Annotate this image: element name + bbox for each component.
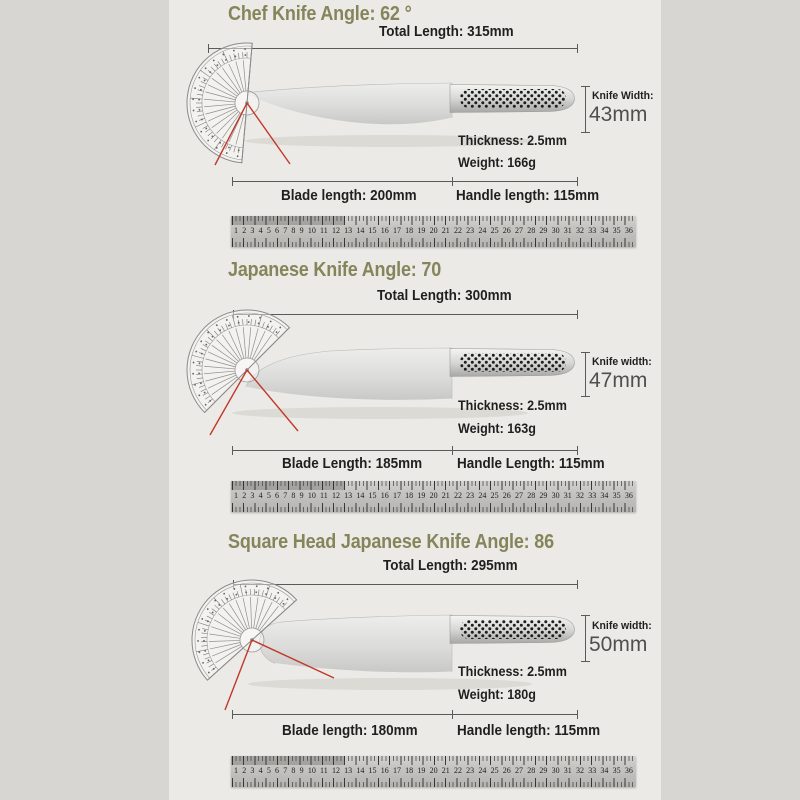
- ruler-number: 1: [234, 491, 238, 500]
- ruler-number: 25: [490, 491, 499, 500]
- thickness-label: Thickness: 2.5mm: [458, 133, 567, 148]
- handle-length-label: Handle length: 115mm: [457, 723, 601, 739]
- ruler-number: 7: [283, 766, 288, 775]
- ruler-number: 20: [429, 491, 438, 500]
- section-title: Square Head Japanese Knife Angle: 86: [228, 531, 554, 553]
- knife-width-value: 50mm: [589, 633, 648, 656]
- weight-label: Weight: 163g: [458, 421, 536, 436]
- ruler-number: 10: [307, 491, 316, 500]
- ruler-number: 5: [266, 226, 271, 235]
- ruler-number: 3: [250, 766, 255, 775]
- ruler-number: 12: [331, 491, 340, 500]
- ruler-number: 25: [490, 226, 499, 235]
- knife-width-line: [585, 615, 586, 662]
- ruler-number: 11: [320, 226, 328, 235]
- background-band-right: [661, 0, 800, 800]
- ruler-number: 28: [527, 226, 536, 235]
- ruler-number: 22: [453, 766, 462, 775]
- ruler-number: 25: [490, 766, 499, 775]
- ruler-number: 4: [258, 226, 263, 235]
- ruler: [231, 216, 636, 247]
- ruler-number: 17: [392, 766, 401, 775]
- section-title: Chef Knife Angle: 62 °: [228, 3, 412, 25]
- knife-width-value: 47mm: [589, 369, 648, 392]
- ruler-number: 36: [624, 226, 633, 235]
- ruler-number: 17: [392, 491, 401, 500]
- ruler-number: 24: [478, 491, 487, 500]
- ruler-number: 23: [466, 226, 475, 235]
- ruler-number: 29: [539, 226, 548, 235]
- ruler-number: 28: [527, 491, 536, 500]
- ruler-number: 31: [563, 226, 572, 235]
- background-band-left: [0, 0, 169, 800]
- ruler-number: 5: [266, 766, 271, 775]
- handle-length-label: Handle Length: 115mm: [457, 456, 605, 472]
- square-head-blade: [260, 615, 453, 673]
- thickness-label: Thickness: 2.5mm: [458, 664, 567, 679]
- ruler-number: 2: [242, 766, 247, 775]
- ruler-number: 5: [266, 491, 271, 500]
- total-length-label: Total Length: 295mm: [383, 558, 518, 574]
- blade-length-label: Blade length: 180mm: [282, 723, 418, 739]
- ruler-number: 17: [392, 226, 401, 235]
- ruler-number: 9: [299, 491, 304, 500]
- ruler-number: 3: [250, 491, 255, 500]
- ruler-number: 26: [502, 766, 511, 775]
- total-length-label: Total Length: 300mm: [377, 288, 512, 304]
- ruler-numbers: [234, 491, 633, 501]
- ruler-number: 13: [344, 766, 353, 775]
- ruler-number: 35: [612, 491, 621, 500]
- ruler-number: 31: [563, 766, 572, 775]
- knife-width-line: [585, 86, 586, 133]
- ruler-number: 6: [275, 491, 280, 500]
- knife-width-line: [585, 352, 586, 397]
- ruler-number: 36: [624, 766, 633, 775]
- ruler-number: 11: [320, 766, 328, 775]
- ruler-number: 16: [380, 766, 389, 775]
- ruler-number: 10: [307, 226, 316, 235]
- ruler-number: 19: [417, 766, 426, 775]
- ruler-number: 13: [344, 226, 353, 235]
- ruler-cm-ticks: [232, 481, 635, 490]
- ruler-number: 9: [299, 226, 304, 235]
- ruler-number: 34: [600, 766, 609, 775]
- blade-handle-divider-tick: [452, 446, 453, 455]
- ruler-number: 34: [600, 491, 609, 500]
- ruler-number: 21: [441, 226, 450, 235]
- ruler-number: 26: [502, 491, 511, 500]
- ruler-number: 23: [466, 766, 475, 775]
- ruler-number: 21: [441, 491, 450, 500]
- ruler-number: 32: [576, 226, 584, 235]
- ruler-number: 32: [576, 491, 584, 500]
- ruler-numbers: [234, 766, 633, 776]
- ruler-number: 2: [242, 226, 247, 235]
- blade-length-label: Blade length: 200mm: [281, 188, 417, 204]
- ruler: [231, 481, 636, 512]
- ruler-cm-ticks: [232, 238, 635, 247]
- ruler-cm-ticks: [232, 778, 635, 787]
- ruler-number: 24: [478, 226, 487, 235]
- ruler-number: 36: [624, 491, 633, 500]
- ruler-number: 15: [368, 491, 377, 500]
- ruler-number: 13: [344, 491, 353, 500]
- handle-dimple-pattern: [460, 620, 566, 639]
- ruler-number: 1: [234, 766, 238, 775]
- ruler-number: 12: [331, 226, 340, 235]
- ruler-number: 6: [275, 226, 280, 235]
- knife-width-label: Knife width:: [592, 356, 652, 368]
- ruler-number: 29: [539, 491, 548, 500]
- ruler-number: 10: [307, 766, 316, 775]
- ruler-number: 33: [588, 226, 597, 235]
- ruler-number: 23: [466, 491, 475, 500]
- section-title: Japanese Knife Angle: 70: [228, 259, 442, 281]
- ruler-number: 27: [514, 766, 523, 775]
- ruler-number: 31: [563, 491, 572, 500]
- ruler-number: 8: [291, 491, 296, 500]
- ruler-number: 33: [588, 766, 597, 775]
- blade-handle-line: [232, 714, 578, 715]
- ruler-number: 15: [368, 766, 377, 775]
- ruler-number: 30: [551, 491, 560, 500]
- ruler-number: 7: [283, 491, 288, 500]
- ruler-number: 35: [612, 766, 621, 775]
- ruler-number: 20: [429, 766, 438, 775]
- ruler-number: 20: [429, 226, 438, 235]
- handle-dimple-pattern: [460, 353, 566, 372]
- total-length-label: Total Length: 315mm: [379, 24, 514, 40]
- ruler-number: 32: [576, 766, 584, 775]
- ruler-cm-ticks: [232, 216, 635, 225]
- knife-width-label: Knife Width:: [592, 90, 654, 102]
- ruler-number: 8: [291, 226, 296, 235]
- knife-width-label: Knife width:: [592, 620, 652, 632]
- ruler-number: 21: [441, 766, 450, 775]
- ruler-number: 12: [331, 766, 340, 775]
- ruler-cm-ticks: [232, 756, 635, 765]
- weight-label: Weight: 180g: [458, 687, 536, 702]
- knife-width-value: 43mm: [589, 103, 648, 126]
- handle-dimple-pattern: [460, 89, 566, 108]
- blade-length-label: Blade Length: 185mm: [282, 456, 423, 472]
- ruler-number: 24: [478, 766, 487, 775]
- ruler-number: 34: [600, 226, 609, 235]
- ruler-number: 30: [551, 226, 560, 235]
- ruler-number: 14: [356, 226, 365, 235]
- protractor-icon: [182, 38, 264, 164]
- ruler-number: 8: [291, 766, 296, 775]
- ruler-number: 7: [283, 226, 288, 235]
- ruler-number: 6: [275, 766, 280, 775]
- blade-handle-divider-tick: [452, 177, 453, 186]
- ruler-number: 14: [356, 766, 365, 775]
- ruler-number: 29: [539, 766, 548, 775]
- ruler-number: 11: [320, 491, 328, 500]
- ruler-number: 9: [299, 766, 304, 775]
- ruler: [231, 756, 636, 787]
- ruler-number: 33: [588, 491, 597, 500]
- ruler-number: 22: [453, 226, 462, 235]
- ruler-number: 14: [356, 491, 365, 500]
- blade-handle-line: [232, 181, 578, 182]
- ruler-number: 18: [405, 766, 414, 775]
- ruler-number: 18: [405, 491, 414, 500]
- handle-length-label: Handle length: 115mm: [456, 188, 600, 204]
- ruler-number: 30: [551, 766, 560, 775]
- ruler-number: 27: [514, 226, 523, 235]
- ruler-number: 22: [453, 491, 462, 500]
- ruler-number: 26: [502, 226, 511, 235]
- ruler-number: 16: [380, 226, 389, 235]
- ruler-number: 16: [380, 491, 389, 500]
- ruler-number: 2: [242, 491, 247, 500]
- ruler-number: 18: [405, 226, 414, 235]
- thickness-label: Thickness: 2.5mm: [458, 398, 567, 413]
- ruler-number: 27: [514, 491, 523, 500]
- blade-handle-divider-tick: [452, 710, 453, 719]
- chef-blade: [244, 83, 452, 125]
- ruler-numbers: [234, 226, 633, 236]
- ruler-number: 1: [234, 226, 238, 235]
- ruler-number: 15: [368, 226, 377, 235]
- ruler-number: 28: [527, 766, 536, 775]
- ruler-number: 4: [258, 491, 263, 500]
- ruler-number: 3: [250, 226, 255, 235]
- ruler-number: 35: [612, 226, 621, 235]
- blade-handle-line: [232, 450, 578, 451]
- ruler-number: 19: [417, 226, 426, 235]
- ruler-number: 4: [258, 766, 263, 775]
- ruler-number: 19: [417, 491, 426, 500]
- weight-label: Weight: 166g: [458, 155, 536, 170]
- ruler-cm-ticks: [232, 503, 635, 512]
